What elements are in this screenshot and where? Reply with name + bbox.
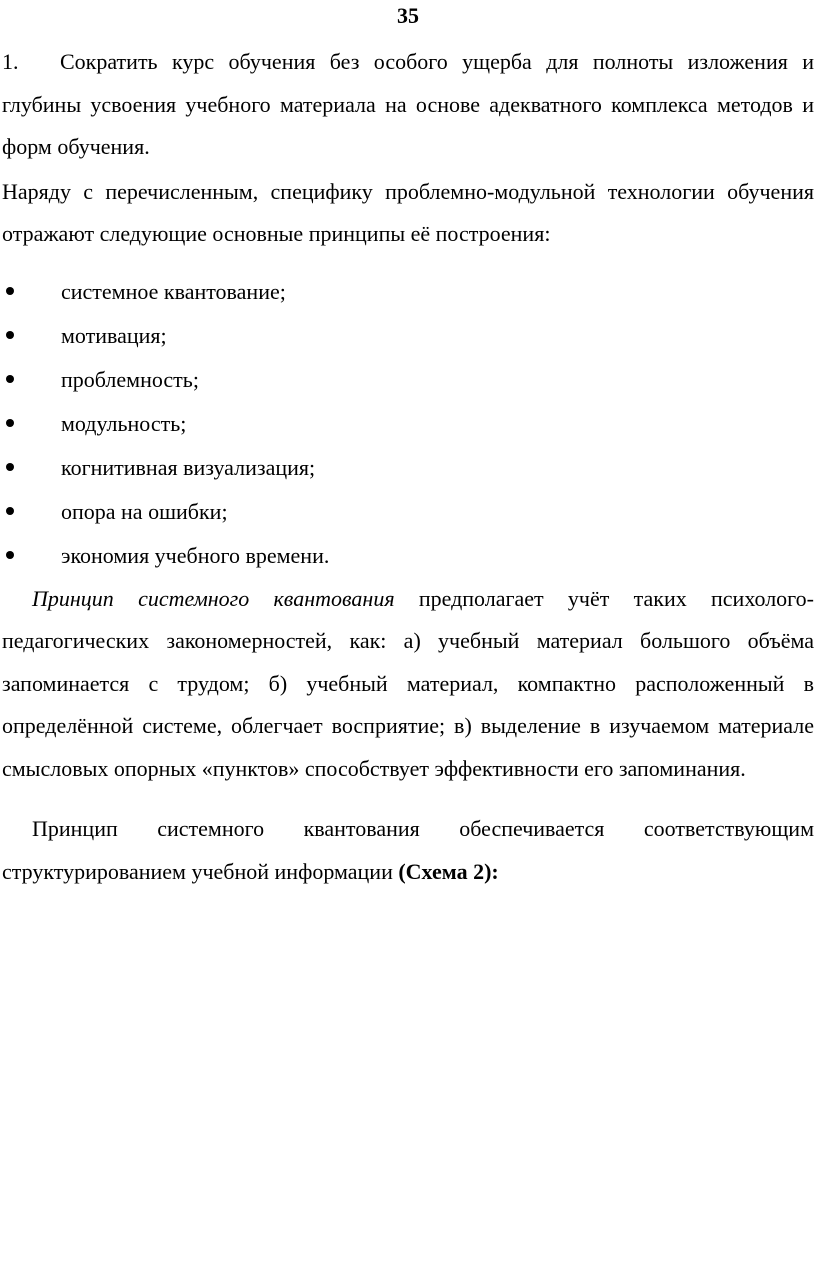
bullet-icon (6, 507, 14, 515)
list-item-text: модульность; (61, 410, 187, 436)
list-item (2, 314, 814, 358)
list-item-text: опора на ошибки; (61, 498, 228, 524)
list-item-text: системное квантование; (61, 278, 286, 304)
list-item (2, 358, 814, 402)
numbered-item-1 (2, 41, 814, 169)
list-item-text: экономия учебного времени. (61, 542, 330, 568)
quantization-paragraph (2, 578, 814, 791)
list-item-text: мотивация; (61, 322, 167, 348)
paragraph-text: Принцип системного квантования обеспечивается соответствующим структурированием учебной информации (2, 816, 814, 884)
structuring-paragraph (2, 808, 814, 893)
list-item (2, 446, 814, 490)
bullet-icon (6, 419, 14, 427)
page-content (2, 41, 814, 893)
page-number: 35 (397, 3, 419, 28)
list-item (2, 490, 814, 534)
principles-list (2, 270, 814, 578)
list-item (2, 270, 814, 314)
list-item-text: когнитивная визуализация; (61, 454, 316, 480)
list-item (2, 402, 814, 446)
bullet-icon (6, 375, 14, 383)
item-text: Сократить курс обучения без особого ущерба для полноты изложения и глубины усвоения учебного материала на основе адекватного комплекса методов и форм обучения. (2, 49, 814, 159)
list-item-text: проблемность; (61, 366, 199, 392)
list-item (2, 534, 814, 578)
bullet-icon (6, 551, 14, 559)
paragraph-text: предполагает учёт таких психолого-педагогических закономерностей, как: а) учебный материал большого объёма запоминается с трудом; б) учебный материал, компактно расположенный в определённой системе, облегчает восприятие; в) выделение в изучаемом материале смысловых опорных «пунктов» способствует эффективности его запоминания. (2, 585, 814, 781)
bullet-icon (6, 331, 14, 339)
item-number: 1. (2, 49, 19, 74)
intro-paragraph: Наряду с перечисленным, специфику проблемно-модульной технологии обучения отражают следующие основные принципы её построения: (2, 178, 814, 246)
italic-lead: Принцип системного квантования (32, 585, 395, 611)
scheme-reference: (Схема 2): (398, 858, 499, 884)
bullet-icon (6, 463, 14, 471)
bullet-icon (6, 287, 14, 295)
